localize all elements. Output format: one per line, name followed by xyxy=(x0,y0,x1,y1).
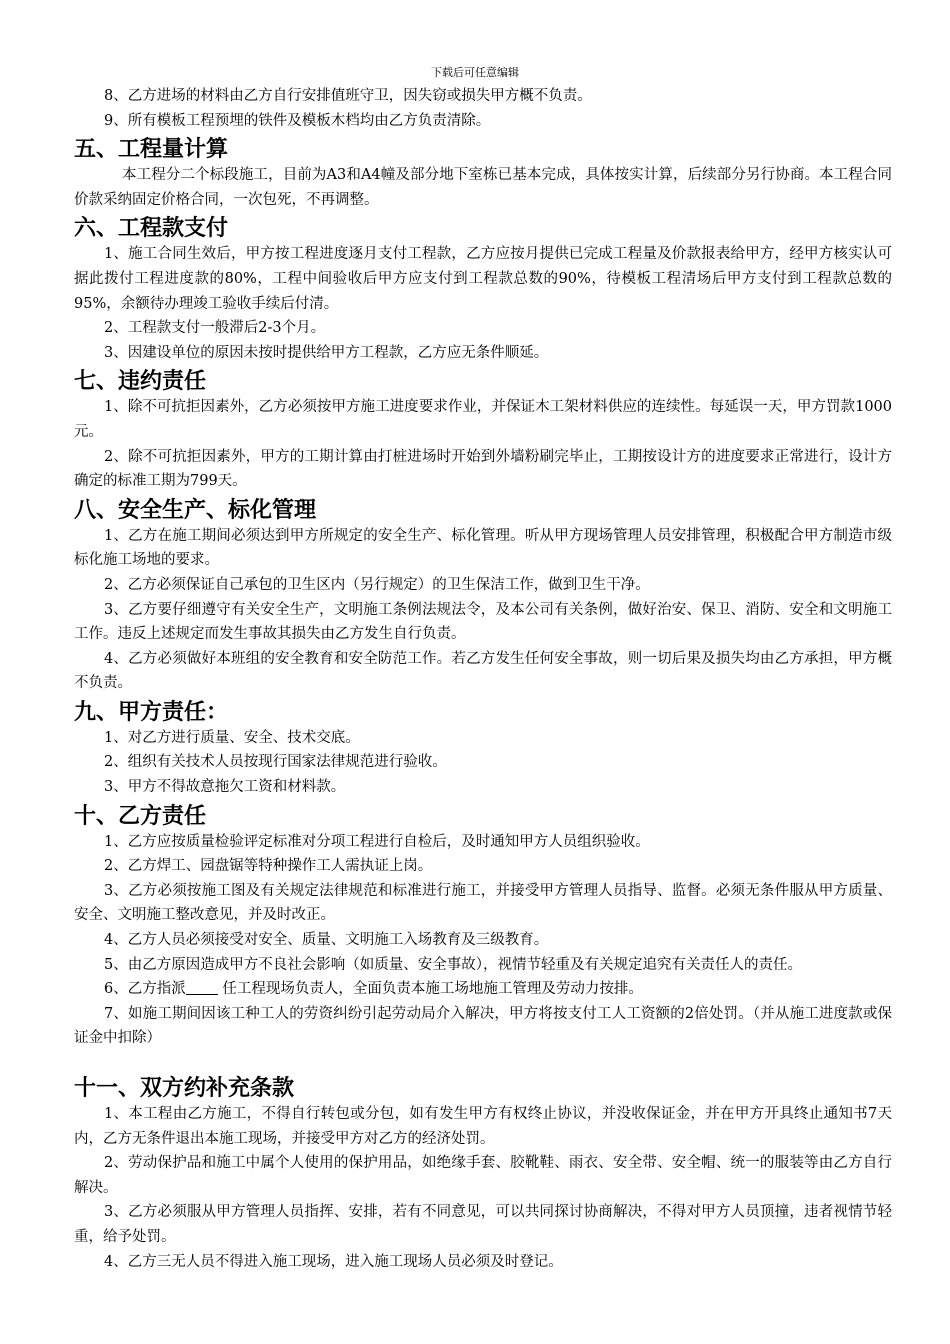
paragraph: 7、如施工期间因该工种工人的劳资纠纷引起劳动局介入解决，甲方将按支付工人工资额的2倍处罚。（并从施工进度款或保证金中扣除） xyxy=(74,1005,892,1047)
paragraph: 1、除不可抗拒因素外，乙方必须按甲方施工进度要求作业，并保证木工架材料供应的连续性。每延误一天，甲方罚款1000元。 xyxy=(74,399,892,440)
paragraph: 9、所有模板工程预埋的铁件及模板木档均由乙方负责清除。 xyxy=(104,112,491,129)
paragraph xyxy=(74,977,892,1002)
paragraph: 2、组织有关技术人员按现行国家法律规范进行验收。 xyxy=(104,754,447,771)
paragraph: 3、乙方必须按施工图及有关规定法律规范和标准进行施工，并接受甲方管理人员指导、监督。必须无条件服从甲方质量、安全、文明施工整改意见，并及时改正。 xyxy=(74,882,892,924)
paragraph: 2、除不可抗拒因素外，甲方的工期计算由打桩进场时开始到外墙粉刷完毕止，工期按设计方的进度要求正常进行，设计方确定的标准工期为799天。 xyxy=(74,448,892,490)
paragraph: 4、乙方必须做好本班组的安全教育和安全防范工作。若乙方发生任何安全事故，则一切后果及损失均由乙方承担，甲方概不负责。 xyxy=(74,650,892,692)
paragraph: 2、工程款支付一般滞后2-3个月。 xyxy=(104,320,326,337)
paragraph: 8、乙方进场的材料由乙方自行安排值班守卫，因失窃或损失甲方概不负责。 xyxy=(104,88,592,104)
document-body xyxy=(74,84,892,1274)
paragraph: 3、因建设单位的原因未按时提供给甲方工程款，乙方应无条件顺延。 xyxy=(104,344,549,361)
section-heading: 九、甲方责任： xyxy=(74,699,229,725)
section-heading: 十一、双方约补充条款 xyxy=(74,1076,295,1101)
paragraph: 2、乙方必须保证自己承包的卫生区内（另行规定）的卫生保洁工作，做到卫生干净。 xyxy=(104,576,650,593)
paragraph: 3、乙方要仔细遵守有关安全生产，文明施工条例法规法令，及本公司有关条例，做好治安、保卫、消防、安全和文明施工工作。违反上述规定而发生事故其损失由乙方发生自行负责。 xyxy=(74,601,892,643)
paragraph: 本工程分二个标段施工，目前为A3和A4幢及部分地下室栋已基本完成，具体按实计算，后续部分另行协商。本工程合同价款采纳固定价格合同，一次包死，不再调整。 xyxy=(74,167,892,208)
paragraph: 5、由乙方原因造成甲方不良社会影响（如质量、安全事故），视情节轻重及有关规定追究有关责任人的责任。 xyxy=(104,956,802,973)
section-heading: 六、工程款支付 xyxy=(74,216,229,242)
section-heading: 五、工程量计算 xyxy=(74,137,229,163)
paragraph: 2、乙方焊工、园盘锯等特种操作工人需执证上岗。 xyxy=(104,858,433,875)
paragraph: 4、乙方三无人员不得进入施工现场，进入施工现场人员必须及时登记。 xyxy=(104,1253,563,1270)
fill-in-blank xyxy=(186,980,218,995)
paragraph: 3、甲方不得故意拖欠工资和材料款。 xyxy=(104,779,346,796)
page-header: 下载后可任意编辑 xyxy=(431,66,519,79)
paragraph: 1、施工合同生效后，甲方按工程进度逐月支付工程款，乙方应按月提供已完成工程量及价款报表给甲方，经甲方核实认可据此拨付工程进度款的80%，工程中间验收后甲方应支付到工程款总数的90%，待模板工程清场后甲方支付到工程款总数的95%，余额待办理竣工验收手续后付清。 xyxy=(74,246,892,312)
paragraph: 2、劳动保护品和施工中属个人使用的保护用品，如绝缘手套、胶靴鞋、雨衣、安全带、安全帽、统一的服装等由乙方自行解决。 xyxy=(74,1155,892,1196)
paragraph: 3、乙方必须服从甲方管理人员指挥、安排，若有不同意见，可以共同探讨协商解决，不得对甲方人员顶撞，违者视情节轻重，给予处罚。 xyxy=(74,1204,892,1245)
paragraph: 1、本工程由乙方施工，不得自行转包或分包，如有发生甲方有权终止协议，并没收保证金，并在甲方开具终止通知书7天内，乙方无条件退出本施工现场，并接受甲方对乙方的经济处罚。 xyxy=(74,1106,892,1147)
paragraph: 1、对乙方进行质量、安全、技术交底。 xyxy=(104,729,360,746)
paragraph: 1、乙方应按质量检验评定标准对分项工程进行自检后，及时通知甲方人员组织验收。 xyxy=(104,833,650,850)
paragraph-text: 6、乙方指派 xyxy=(104,981,186,998)
paragraph: 4、乙方人员必须接受对安全、质量、文明施工入场教育及三级教育。 xyxy=(104,932,549,949)
section-heading: 八、安全生产、标化管理 xyxy=(74,497,317,523)
section-heading: 七、违约责任 xyxy=(74,369,207,395)
section-heading: 十、乙方责任 xyxy=(74,803,207,829)
paragraph-text: 任工程现场负责人，全面负责本施工场地施工管理及劳动力按排。 xyxy=(222,981,643,998)
paragraph: 1、乙方在施工期间必须达到甲方所规定的安全生产、标化管理。听从甲方现场管理人员安排管理，积极配合甲方制造市级标化施工场地的要求。 xyxy=(74,527,892,569)
